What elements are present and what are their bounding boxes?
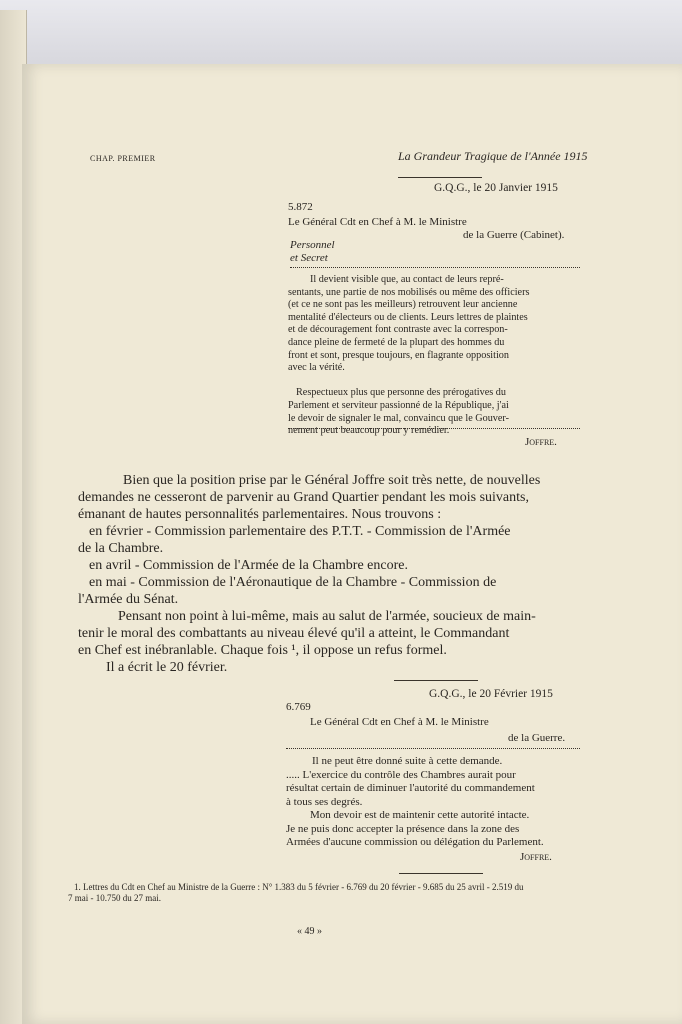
letter1-line: Parlement et serviteur passionné de la République, j'ai [288,400,509,411]
letter1-line: Il devient visible que, au contact de leurs repré- [310,274,504,285]
book-page [22,64,682,1024]
letter1-number: 5.872 [288,201,313,213]
letter2-line: Armées d'aucune commission ou délégation du Parlement. [286,836,544,848]
letter2-line: ..... L'exercice du contrôle des Chambres aurait pour [286,768,516,781]
body-line: émanant de hautes personnalités parlementaires. Nous trouvons : [78,507,442,522]
body-line: de la Chambre. [78,541,164,556]
letter2-dateline: G.Q.G., le 20 Février 1915 [429,688,553,700]
footnote-line-2: 7 mai - 10.750 du 27 mai. [68,893,161,903]
letter2-line: Il ne peut être donné suite à cette demande. [312,755,503,767]
running-title: La Grandeur Tragique de l'Année 1915 [398,149,588,163]
body-line: tenir le moral des combattants au niveau élevé qu'il a atteint, le Commandant [78,626,510,641]
body-line: demandes ne cesseront de parvenir au Grand Quartier pendant les mois suivants, [78,490,529,505]
letter1-address-1: Le Général Cdt en Chef à M. le Ministre [288,216,467,228]
body-line: en mai - Commission de l'Aéronautique de la Chambre - Commission de [89,575,497,590]
letter2-line: à tous ses degrés. [286,795,363,808]
body-line: l'Armée du Sénat. [78,592,179,607]
letter1-signature: Joffre. [525,436,557,448]
letter2-line: Je ne puis donc accepter la présence dans la zone des [286,822,520,835]
letter2-top-rule [394,680,478,681]
chapter-header: CHAP. PREMIER [90,154,156,163]
letter1-address-2: de la Guerre (Cabinet). [463,229,565,241]
letter1-top-rule [398,177,482,178]
letter1-line: mentalité d'électeurs ou de clients. Leurs lettres de plaintes [288,311,528,323]
letter1-dotted-rule-bottom [288,428,580,429]
letter2-signature: Joffre. [520,851,552,863]
body-line: en avril - Commission de l'Armée de la Chambre encore. [89,558,408,573]
letter1-mark-1: Personnel [290,239,335,251]
letter2-line: Mon devoir est de maintenir cette autorité intacte. [310,809,530,821]
letter2-number: 6.769 [286,701,311,713]
letter2-line: résultat certain de diminuer l'autorité du commandement [286,782,535,794]
letter1-dateline: G.Q.G., le 20 Janvier 1915 [434,182,558,194]
body-line: en février - Commission parlementaire des P.T.T. - Commission de l'Armée [89,524,511,539]
footnote-line-1: 1. Lettres du Cdt en Chef au Ministre de la Guerre : N° 1.383 du 5 février - 6.769 du 20 février - 9.685 du 25 avril - 2.519 du [74,882,524,892]
letter2-address-1: Le Général Cdt en Chef à M. le Ministre [310,716,489,728]
body-line: Il a écrit le 20 février. [106,660,228,675]
letter1-line: Respectueux plus que personne des prérogatives du [296,387,506,399]
body-line: Pensant non point à lui-même, mais au salut de l'armée, soucieux de main- [118,609,536,624]
letter1-line: (et ce ne sont pas les meilleurs) retrouvent leur ancienne [288,299,518,311]
background-cloth [0,0,682,70]
body-line: en Chef est inébranlable. Chaque fois ¹, il oppose un refus formel. [78,643,447,658]
body-line: Bien que la position prise par le Général Joffre soit très nette, de nouvelles [123,473,541,488]
letter1-line: avec la vérité. [288,362,345,374]
letter1-line: front et sont, presque toujours, en flagrante opposition [288,349,509,361]
letter1-line: nement peut beaucoup pour y remédier. [288,425,450,437]
letter1-line: et de découragement font contraste avec la correspon- [288,324,508,336]
letter2-bottom-rule [399,873,483,874]
letter1-line: le devoir de signaler le mal, convaincu que le Gouver- [288,412,510,424]
letter2-address-2: de la Guerre. [508,732,566,744]
letter2-dotted-rule [286,748,580,749]
letter1-line: dance pleine de fermeté de la plupart des hommes du [288,337,505,348]
letter1-mark-2: et Secret [290,252,328,264]
letter1-line: sentants, une partie de nos mobilisés ou même des officiers [288,286,530,298]
letter1-dotted-rule-top [290,267,580,268]
page-number: « 49 » [297,926,322,937]
